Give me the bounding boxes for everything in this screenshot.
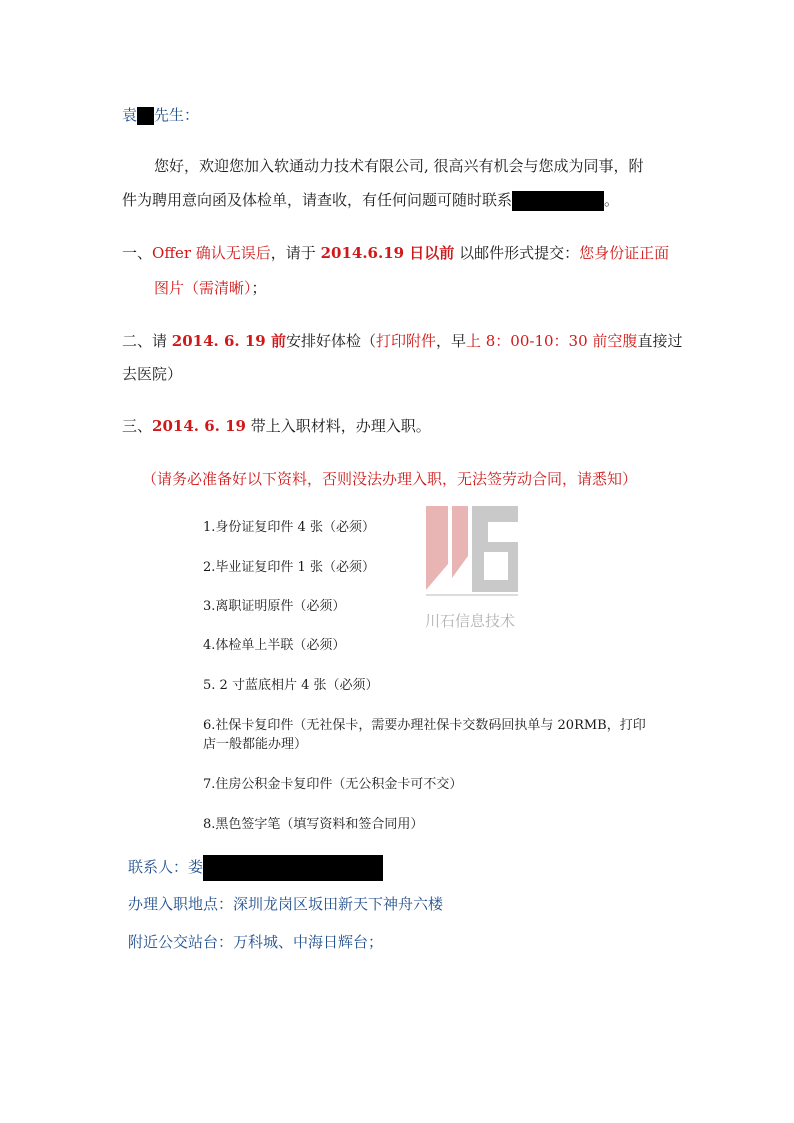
step-2-line-2: 去医院）: [122, 365, 183, 383]
chuanshi-logo-icon: [418, 494, 522, 634]
contact-person: 联系人：娄: [128, 855, 383, 881]
greeting: [122, 104, 199, 125]
material-item: 4.体检单上半联（必须）: [203, 638, 346, 653]
bus-stops: 附近公交站台：万科城、中海日辉台；: [128, 933, 384, 951]
redacted-contact: [512, 191, 604, 211]
material-item: 6.社保卡复印件（无社保卡，需要办理社保卡交数码回执单与 20RMB，打印: [203, 718, 646, 733]
material-item: 7.住房公积金卡复印件（无公积金卡可不交）: [203, 777, 463, 792]
intro-line-2: 件为聘用意向函及体检单，请查收，有任何问题可随时联系 。: [122, 191, 620, 209]
material-item: 5. 2 寸蓝底相片 4 张（必须）: [203, 678, 379, 693]
onboarding-address: 办理入职地点：深圳龙岗区坂田新天下神舟六楼: [128, 895, 444, 913]
greeting-name-prefix: 袁: [122, 106, 138, 124]
redacted-contact-name: [203, 855, 383, 881]
notice: （请务必准备好以下资料，否则没法办理入职，无法签劳动合同，请悉知）: [142, 470, 638, 488]
step-2-line-1: 二、请 2014. 6. 19 前安排好体检（打印附件，早上 8：00-10：30 前空腹直接过: [122, 332, 683, 350]
material-item: 3.离职证明原件（必须）: [203, 599, 346, 614]
redacted-name: [137, 107, 154, 125]
material-item-continued: 店一般都能办理）: [203, 737, 308, 752]
step-1-line-2: 图片（需清晰）；: [154, 279, 267, 297]
deadline-date: 2014.6.19 日以前: [320, 244, 455, 262]
step-3: 三、2014. 6. 19 带上入职材料，办理入职。: [122, 417, 431, 435]
material-item: 2.毕业证复印件 1 张（必须）: [203, 560, 375, 575]
greeting-title: 先生：: [154, 106, 200, 124]
step-1-line-1: 一、Offer 确认无误后，请于 2014.6.19 日以前 以邮件形式提交：您身份证正面: [122, 244, 670, 262]
intro-line-1: 您好，欢迎您加入软通动力技术有限公司, 很高兴有机会与您成为同事，附: [154, 157, 644, 175]
watermark-text: 川石信息技术: [424, 612, 516, 630]
material-item: 8.黑色签字笔（填写资料和签合同用）: [203, 817, 424, 832]
watermark: [418, 494, 522, 634]
material-item: 1.身份证复印件 4 张（必须）: [203, 520, 375, 535]
